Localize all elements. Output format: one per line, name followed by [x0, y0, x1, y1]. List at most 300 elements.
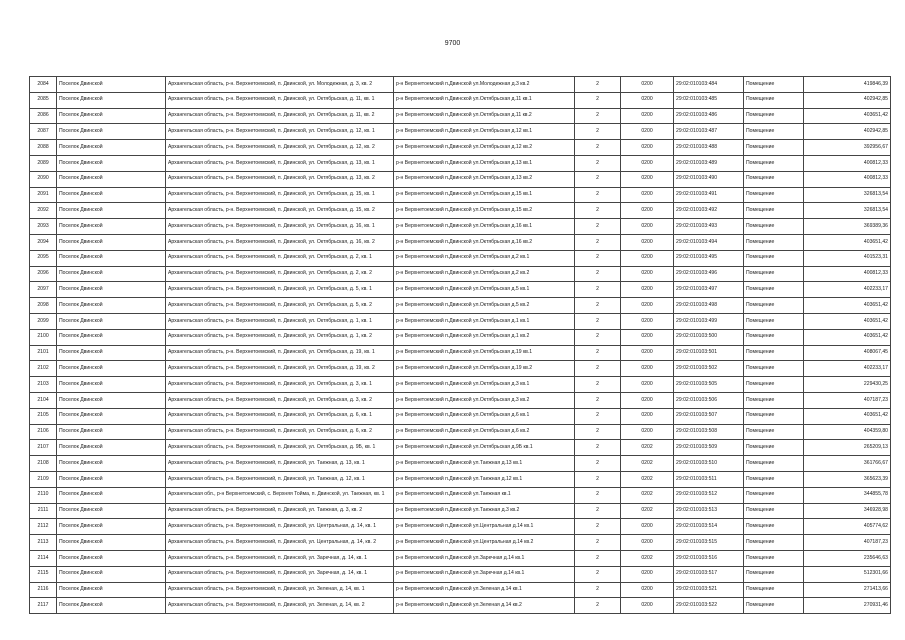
location-cell: р-н Верхнетоемский п.Двинской ул.Октябрьская д.16 кв.2: [394, 234, 575, 250]
location-cell: р-н Верхнетоемский п.Двинской ул.Октябрьская д.12 кв.1: [394, 124, 575, 140]
count-cell: 2: [575, 345, 621, 361]
cadastral-value-cell: 326813,54: [804, 187, 891, 203]
cadastral-number-cell: 29:02:010103:521: [674, 582, 744, 598]
cadastral-number-cell: 29:02:010103:515: [674, 535, 744, 551]
municipality-cell: Поселок Двинской: [57, 250, 166, 266]
cadastral-number-cell: 29:02:010103:514: [674, 519, 744, 535]
code-cell: 0200: [621, 329, 674, 345]
object-type-cell: Помещение: [744, 503, 804, 519]
address-cell: Архангельская область, р-н. Верхнетоемский, п. Двинской, ул. Октябрьская, д. 6, кв. 1: [166, 408, 394, 424]
location-cell: р-н Верхнетоемский п.Двинской ул.Октябрьская д.1 кв.1: [394, 313, 575, 329]
table-row: [30, 598, 891, 614]
table-row: [30, 471, 891, 487]
location-cell: р-н Верхнетоемский п.Двинской ул.Таежная д.13 кв.1: [394, 456, 575, 472]
object-type-cell: Помещение: [744, 361, 804, 377]
address-cell: Архангельская область, р-н. Верхнетоемский, п. Двинской, ул. Октябрьская, д. 1, кв. 2: [166, 329, 394, 345]
code-cell: 0200: [621, 124, 674, 140]
object-type-cell: Помещение: [744, 266, 804, 282]
cadastral-number-cell: 29:02:010103:506: [674, 392, 744, 408]
cadastral-value-cell: 361766,67: [804, 456, 891, 472]
row-number-cell: 2086: [30, 108, 57, 124]
location-cell: р-н Верхнетоемский п.Двинской ул.Октябрьская д.13 кв.2: [394, 171, 575, 187]
municipality-cell: Поселок Двинской: [57, 282, 166, 298]
code-cell: 0200: [621, 266, 674, 282]
code-cell: 0200: [621, 408, 674, 424]
address-cell: Архангельская область, р-н. Верхнетоемский, п. Двинской, ул. Октябрьская, д. 16, кв. 1: [166, 219, 394, 235]
code-cell: 0200: [621, 392, 674, 408]
cadastral-number-cell: 29:02:010103:486: [674, 108, 744, 124]
object-type-cell: Помещение: [744, 329, 804, 345]
registry-table: [29, 76, 891, 614]
cadastral-value-cell: 326813,54: [804, 203, 891, 219]
table-row: [30, 92, 891, 108]
table-row: [30, 582, 891, 598]
address-cell: Архангельская область, р-н. Верхнетоемский, п. Двинской, ул. Октябрьская, д. 11, кв. 1: [166, 92, 394, 108]
object-type-cell: Помещение: [744, 519, 804, 535]
row-number-cell: 2117: [30, 598, 57, 614]
cadastral-number-cell: 29:02:010103:512: [674, 487, 744, 503]
location-cell: р-н Верхнетоемский п.Двинской ул.Заречная д.14 кв.1: [394, 566, 575, 582]
row-number-cell: 2115: [30, 566, 57, 582]
count-cell: 2: [575, 566, 621, 582]
address-cell: Архангельская область, р-н. Верхнетоемский, п. Двинской, ул. Зеленая, д. 14, кв. 1: [166, 582, 394, 598]
location-cell: р-н Верхнетоемский п.Двинской ул.Октябрьская д.12 кв.2: [394, 140, 575, 156]
table-row: [30, 234, 891, 250]
cadastral-number-cell: 29:02:010103:495: [674, 250, 744, 266]
row-number-cell: 2104: [30, 392, 57, 408]
object-type-cell: Помещение: [744, 155, 804, 171]
row-number-cell: 2108: [30, 456, 57, 472]
address-cell: Архангельская область, р-н. Верхнетоемский, п. Двинской, ул. Таежная, д. 12, кв. 1: [166, 471, 394, 487]
row-number-cell: 2100: [30, 329, 57, 345]
address-cell: Архангельская область, р-н. Верхнетоемский, п. Двинской, ул. Таежная, д. 3, кв. 2: [166, 503, 394, 519]
count-cell: 2: [575, 361, 621, 377]
count-cell: 2: [575, 519, 621, 535]
cadastral-value-cell: 400812,33: [804, 155, 891, 171]
location-cell: р-н Верхнетоемский п.Двинской ул.Молодежная д.3 кв.2: [394, 77, 575, 93]
cadastral-number-cell: 29:02:010103:513: [674, 503, 744, 519]
count-cell: 2: [575, 313, 621, 329]
row-number-cell: 2088: [30, 140, 57, 156]
count-cell: 2: [575, 487, 621, 503]
location-cell: р-н Верхнетоемский п.Двинской ул.Октябрьская д.15 кв.2: [394, 203, 575, 219]
table-row: [30, 392, 891, 408]
cadastral-number-cell: 29:02:010103:491: [674, 187, 744, 203]
location-cell: р-н Верхнетоемский п.Двинской ул.Октябрьская д.2 кв.2: [394, 266, 575, 282]
municipality-cell: Поселок Двинской: [57, 550, 166, 566]
municipality-cell: Поселок Двинской: [57, 582, 166, 598]
cadastral-value-cell: 403651,42: [804, 313, 891, 329]
cadastral-value-cell: 365623,39: [804, 471, 891, 487]
row-number-cell: 2102: [30, 361, 57, 377]
object-type-cell: Помещение: [744, 456, 804, 472]
code-cell: 0200: [621, 566, 674, 582]
code-cell: 0200: [621, 171, 674, 187]
count-cell: 2: [575, 329, 621, 345]
cadastral-number-cell: 29:02:010103:498: [674, 298, 744, 314]
table-row: [30, 503, 891, 519]
row-number-cell: 2110: [30, 487, 57, 503]
location-cell: р-н Верхнетоемский п.Двинской ул.Октябрьская д.19 кв.2: [394, 361, 575, 377]
cadastral-number-cell: 29:02:010103:505: [674, 377, 744, 393]
address-cell: Архангельская область, р-н. Верхнетоемский, п. Двинской, ул. Центральная, д. 14, кв. 1: [166, 519, 394, 535]
municipality-cell: Поселок Двинской: [57, 377, 166, 393]
cadastral-value-cell: 392956,67: [804, 140, 891, 156]
address-cell: Архангельская область, р-н. Верхнетоемский, п. Двинской, ул. Таежная, д. 13, кв. 1: [166, 456, 394, 472]
row-number-cell: 2103: [30, 377, 57, 393]
location-cell: р-н Верхнетоемский п.Двинской ул.Октябрьская д.13 кв.1: [394, 155, 575, 171]
row-number-cell: 2095: [30, 250, 57, 266]
location-cell: р-н Верхнетоемский п.Двинской ул.Октябрьская д.1 кв.2: [394, 329, 575, 345]
table-row: [30, 108, 891, 124]
count-cell: 2: [575, 266, 621, 282]
address-cell: Архангельская область, р-н. Верхнетоемский, п. Двинской, ул. Октябрьская, д. 1, кв. 1: [166, 313, 394, 329]
municipality-cell: Поселок Двинской: [57, 361, 166, 377]
count-cell: 2: [575, 108, 621, 124]
page-number: 9700: [444, 40, 461, 47]
cadastral-value-cell: 402942,85: [804, 124, 891, 140]
cadastral-value-cell: 400812,33: [804, 171, 891, 187]
municipality-cell: Поселок Двинской: [57, 424, 166, 440]
row-number-cell: 2112: [30, 519, 57, 535]
municipality-cell: Поселок Двинской: [57, 456, 166, 472]
cadastral-number-cell: 29:02:010103:511: [674, 471, 744, 487]
municipality-cell: Поселок Двинской: [57, 313, 166, 329]
code-cell: 0200: [621, 313, 674, 329]
address-cell: Архангельская область, р-н. Верхнетоемский, п. Двинской, ул. Октябрьская, д. 2, кв. 1: [166, 250, 394, 266]
cadastral-value-cell: 408067,45: [804, 345, 891, 361]
code-cell: 0202: [621, 487, 674, 503]
count-cell: 2: [575, 598, 621, 614]
code-cell: 0200: [621, 519, 674, 535]
location-cell: р-н Верхнетоемский п.Двинской ул.Центральная д.14 кв.2: [394, 535, 575, 551]
row-number-cell: 2093: [30, 219, 57, 235]
location-cell: р-н Верхнетоемский п.Двинской ул.Октябрьская д.11 кв.2: [394, 108, 575, 124]
code-cell: 0202: [621, 471, 674, 487]
count-cell: 2: [575, 582, 621, 598]
municipality-cell: Поселок Двинской: [57, 219, 166, 235]
table-row: [30, 171, 891, 187]
address-cell: Архангельская область, р-н. Верхнетоемский, п. Двинской, ул. Октябрьская, д. 3, кв. 2: [166, 392, 394, 408]
address-cell: Архангельская область, р-н. Верхнетоемский, п. Двинской, ул. Октябрьская, д. 6, кв. 2: [166, 424, 394, 440]
cadastral-number-cell: 29:02:010103:493: [674, 219, 744, 235]
row-number-cell: 2101: [30, 345, 57, 361]
cadastral-value-cell: 402233,17: [804, 282, 891, 298]
object-type-cell: Помещение: [744, 313, 804, 329]
cadastral-value-cell: 403651,42: [804, 329, 891, 345]
table-row: [30, 345, 891, 361]
address-cell: Архангельская область, р-н. Верхнетоемский, п. Двинской, ул. Октябрьская, д. 13, кв. 2: [166, 171, 394, 187]
municipality-cell: Поселок Двинской: [57, 471, 166, 487]
object-type-cell: Помещение: [744, 487, 804, 503]
location-cell: р-н Верхнетоемский п.Двинской ул.Октябрьская д.5 кв.2: [394, 298, 575, 314]
count-cell: 2: [575, 377, 621, 393]
row-number-cell: 2113: [30, 535, 57, 551]
table-row: [30, 219, 891, 235]
cadastral-value-cell: 402942,85: [804, 92, 891, 108]
location-cell: р-н Верхнетоемский п.Двинской ул.Таежная д.12 кв.1: [394, 471, 575, 487]
table-row: [30, 77, 891, 93]
row-number-cell: 2109: [30, 471, 57, 487]
row-number-cell: 2085: [30, 92, 57, 108]
cadastral-number-cell: 29:02:010103:510: [674, 456, 744, 472]
object-type-cell: Помещение: [744, 471, 804, 487]
cadastral-number-cell: 29:02:010103:507: [674, 408, 744, 424]
location-cell: р-н Верхнетоемский п.Двинской ул.Октябрьская д.16 кв.1: [394, 219, 575, 235]
location-cell: р-н Верхнетоемский п.Двинской ул.Таежная д.3 кв.2: [394, 503, 575, 519]
count-cell: 2: [575, 155, 621, 171]
object-type-cell: Помещение: [744, 282, 804, 298]
cadastral-value-cell: 403651,42: [804, 108, 891, 124]
object-type-cell: Помещение: [744, 171, 804, 187]
address-cell: Архангельская область, р-н. Верхнетоемский, п. Двинской, ул. Октябрьская, д. 5, кв. 2: [166, 298, 394, 314]
count-cell: 2: [575, 298, 621, 314]
location-cell: р-н Верхнетоемский п.Двинской ул.Октябрьская д.11 кв.1: [394, 92, 575, 108]
object-type-cell: Помещение: [744, 250, 804, 266]
code-cell: 0200: [621, 140, 674, 156]
cadastral-number-cell: 29:02:010103:484: [674, 77, 744, 93]
object-type-cell: Помещение: [744, 219, 804, 235]
municipality-cell: Поселок Двинской: [57, 566, 166, 582]
municipality-cell: Поселок Двинской: [57, 140, 166, 156]
code-cell: 0200: [621, 361, 674, 377]
municipality-cell: Поселок Двинской: [57, 440, 166, 456]
cadastral-number-cell: 29:02:010103:508: [674, 424, 744, 440]
table-row: [30, 535, 891, 551]
location-cell: р-н Верхнетоемский п.Двинской ул.Зеленая д.14 кв.1: [394, 582, 575, 598]
table-row: [30, 424, 891, 440]
cadastral-number-cell: 29:02:010103:502: [674, 361, 744, 377]
count-cell: 2: [575, 219, 621, 235]
municipality-cell: Поселок Двинской: [57, 519, 166, 535]
municipality-cell: Поселок Двинской: [57, 124, 166, 140]
municipality-cell: Поселок Двинской: [57, 487, 166, 503]
cadastral-number-cell: 29:02:010103:522: [674, 598, 744, 614]
cadastral-number-cell: 29:02:010103:487: [674, 124, 744, 140]
location-cell: р-н Верхнетоемский п.Двинской ул.Октябрьская д.6 кв.1: [394, 408, 575, 424]
row-number-cell: 2116: [30, 582, 57, 598]
code-cell: 0200: [621, 77, 674, 93]
cadastral-value-cell: 344855,78: [804, 487, 891, 503]
municipality-cell: Поселок Двинской: [57, 345, 166, 361]
table-row: [30, 361, 891, 377]
object-type-cell: Помещение: [744, 550, 804, 566]
object-type-cell: Помещение: [744, 392, 804, 408]
code-cell: 0200: [621, 535, 674, 551]
row-number-cell: 2084: [30, 77, 57, 93]
cadastral-number-cell: 29:02:010103:500: [674, 329, 744, 345]
count-cell: 2: [575, 408, 621, 424]
count-cell: 2: [575, 140, 621, 156]
code-cell: 0200: [621, 203, 674, 219]
object-type-cell: Помещение: [744, 203, 804, 219]
code-cell: 0200: [621, 598, 674, 614]
cadastral-number-cell: 29:02:010103:517: [674, 566, 744, 582]
cadastral-value-cell: 369389,36: [804, 219, 891, 235]
object-type-cell: Помещение: [744, 140, 804, 156]
location-cell: р-н Верхнетоемский п.Двинской ул.Октябрьская д.3 кв.1: [394, 377, 575, 393]
cadastral-number-cell: 29:02:010103:499: [674, 313, 744, 329]
location-cell: р-н Верхнетоемский п.Двинской ул.Октябрьская д.3 кв.2: [394, 392, 575, 408]
object-type-cell: Помещение: [744, 92, 804, 108]
municipality-cell: Поселок Двинской: [57, 203, 166, 219]
table-row: [30, 140, 891, 156]
row-number-cell: 2089: [30, 155, 57, 171]
table-row: [30, 456, 891, 472]
cadastral-number-cell: 29:02:010103:490: [674, 171, 744, 187]
row-number-cell: 2105: [30, 408, 57, 424]
address-cell: Архангельская область, р-н. Верхнетоемский, п. Двинской, ул. Октябрьская, д. 2, кв. 2: [166, 266, 394, 282]
cadastral-number-cell: 29:02:010103:496: [674, 266, 744, 282]
cadastral-value-cell: 400812,33: [804, 266, 891, 282]
table-row: [30, 187, 891, 203]
table-row: [30, 519, 891, 535]
address-cell: Архангельская область, р-н. Верхнетоемский, п. Двинской, ул. Октябрьская, д. 9Б, кв. 1: [166, 440, 394, 456]
municipality-cell: Поселок Двинской: [57, 92, 166, 108]
cadastral-value-cell: 401523,31: [804, 250, 891, 266]
municipality-cell: Поселок Двинской: [57, 234, 166, 250]
count-cell: 2: [575, 535, 621, 551]
cadastral-value-cell: 407187,23: [804, 535, 891, 551]
address-cell: Архангельская область, р-н. Верхнетоемский, п. Двинской, ул. Молодежная, д. 3, кв. 2: [166, 77, 394, 93]
cadastral-value-cell: 403651,42: [804, 298, 891, 314]
row-number-cell: 2107: [30, 440, 57, 456]
count-cell: 2: [575, 550, 621, 566]
table-row: [30, 282, 891, 298]
code-cell: 0200: [621, 219, 674, 235]
count-cell: 2: [575, 92, 621, 108]
address-cell: Архангельская область, р-н. Верхнетоемский, п. Двинской, ул. Октябрьская, д. 12, кв. 2: [166, 140, 394, 156]
cadastral-value-cell: 271413,66: [804, 582, 891, 598]
object-type-cell: Помещение: [744, 234, 804, 250]
municipality-cell: Поселок Двинской: [57, 503, 166, 519]
cadastral-number-cell: 29:02:010103:509: [674, 440, 744, 456]
code-cell: 0200: [621, 298, 674, 314]
address-cell: Архангельская область, р-н. Верхнетоемский, п. Двинской, ул. Октябрьская, д. 11, кв. 2: [166, 108, 394, 124]
address-cell: Архангельская область, р-н. Верхнетоемский, п. Двинской, ул. Октябрьская, д. 13, кв. 1: [166, 155, 394, 171]
count-cell: 2: [575, 124, 621, 140]
municipality-cell: Поселок Двинской: [57, 155, 166, 171]
object-type-cell: Помещение: [744, 566, 804, 582]
table-row: [30, 440, 891, 456]
count-cell: 2: [575, 471, 621, 487]
code-cell: 0200: [621, 250, 674, 266]
address-cell: Архангельская область, р-н. Верхнетоемский, п. Двинской, ул. Заречная, д. 14, кв. 1: [166, 566, 394, 582]
object-type-cell: Помещение: [744, 582, 804, 598]
cadastral-value-cell: 235646,63: [804, 550, 891, 566]
code-cell: 0200: [621, 92, 674, 108]
count-cell: 2: [575, 187, 621, 203]
object-type-cell: Помещение: [744, 535, 804, 551]
table-row: [30, 266, 891, 282]
location-cell: р-н Верхнетоемский п.Двинской ул.Октябрьская д.15 кв.1: [394, 187, 575, 203]
row-number-cell: 2094: [30, 234, 57, 250]
location-cell: р-н Верхнетоемский п.Двинской ул.Октябрьская д.6 кв.2: [394, 424, 575, 440]
row-number-cell: 2092: [30, 203, 57, 219]
table-row: [30, 155, 891, 171]
address-cell: Архангельская область, р-н. Верхнетоемский, п. Двинской, ул. Октябрьская, д. 19, кв. 1: [166, 345, 394, 361]
registry-table-body: [30, 77, 891, 614]
object-type-cell: Помещение: [744, 440, 804, 456]
code-cell: 0200: [621, 108, 674, 124]
cadastral-value-cell: 265209,13: [804, 440, 891, 456]
address-cell: Архангельская область, р-н. Верхнетоемский, п. Двинской, ул. Октябрьская, д. 15, кв. 2: [166, 203, 394, 219]
table-row: [30, 329, 891, 345]
code-cell: 0202: [621, 440, 674, 456]
table-row: [30, 298, 891, 314]
address-cell: Архангельская область, р-н. Верхнетоемский, п. Двинской, ул. Октябрьская, д. 15, кв. 1: [166, 187, 394, 203]
row-number-cell: 2096: [30, 266, 57, 282]
code-cell: 0202: [621, 456, 674, 472]
code-cell: 0200: [621, 282, 674, 298]
table-row: [30, 408, 891, 424]
municipality-cell: Поселок Двинской: [57, 392, 166, 408]
cadastral-value-cell: 229430,25: [804, 377, 891, 393]
object-type-cell: Помещение: [744, 377, 804, 393]
code-cell: 0200: [621, 377, 674, 393]
address-cell: Архангельская область, р-н. Верхнетоемский, п. Двинской, ул. Октябрьская, д. 3, кв. 1: [166, 377, 394, 393]
cadastral-value-cell: 512301,66: [804, 566, 891, 582]
object-type-cell: Помещение: [744, 124, 804, 140]
count-cell: 2: [575, 424, 621, 440]
object-type-cell: Помещение: [744, 108, 804, 124]
cadastral-number-cell: 29:02:010103:492: [674, 203, 744, 219]
table-row: [30, 250, 891, 266]
code-cell: 0200: [621, 582, 674, 598]
row-number-cell: 2098: [30, 298, 57, 314]
address-cell: Архангельская область, р-н. Верхнетоемский, п. Двинской, ул. Зеленая, д. 14, кв. 2: [166, 598, 394, 614]
location-cell: р-н Верхнетоемский п.Двинской ул.Октябрьская д.5 кв.1: [394, 282, 575, 298]
cadastral-number-cell: 29:02:010103:488: [674, 140, 744, 156]
table-row: [30, 124, 891, 140]
code-cell: 0200: [621, 345, 674, 361]
count-cell: 2: [575, 503, 621, 519]
municipality-cell: Поселок Двинской: [57, 408, 166, 424]
row-number-cell: 2087: [30, 124, 57, 140]
cadastral-number-cell: 29:02:010103:516: [674, 550, 744, 566]
address-cell: Архангельская область, р-н. Верхнетоемский, п. Двинской, ул. Октябрьская, д. 5, кв. 1: [166, 282, 394, 298]
code-cell: 0200: [621, 234, 674, 250]
table-row: [30, 377, 891, 393]
location-cell: р-н Верхнетоемский п.Двинской ул.Октябрьская д.9Б кв.1: [394, 440, 575, 456]
location-cell: р-н Верхнетоемский п.Двинской ул.Заречная д.14 кв.1: [394, 550, 575, 566]
address-cell: Архангельская область, р-н. Верхнетоемский, п. Двинской, ул. Октябрьская, д. 16, кв. 2: [166, 234, 394, 250]
count-cell: 2: [575, 77, 621, 93]
table-row: [30, 313, 891, 329]
table-row: [30, 566, 891, 582]
count-cell: 2: [575, 250, 621, 266]
row-number-cell: 2106: [30, 424, 57, 440]
cadastral-value-cell: 419846,39: [804, 77, 891, 93]
code-cell: 0202: [621, 550, 674, 566]
location-cell: р-н Верхнетоемский п.Двинской ул.Таежная кв.1: [394, 487, 575, 503]
municipality-cell: Поселок Двинской: [57, 598, 166, 614]
count-cell: 2: [575, 440, 621, 456]
address-cell: Архангельская область, р-н. Верхнетоемский, п. Двинской, ул. Октябрьская, д. 12, кв. 1: [166, 124, 394, 140]
municipality-cell: Поселок Двинской: [57, 187, 166, 203]
object-type-cell: Помещение: [744, 77, 804, 93]
cadastral-value-cell: 407187,23: [804, 392, 891, 408]
address-cell: Архангельская обл., р-н Верхнетоемский, с. Верхняя Тойма, п. Двинской, ул. Таежная, кв. 1: [166, 487, 394, 503]
object-type-cell: Помещение: [744, 187, 804, 203]
municipality-cell: Поселок Двинской: [57, 77, 166, 93]
count-cell: 2: [575, 282, 621, 298]
row-number-cell: 2111: [30, 503, 57, 519]
row-number-cell: 2091: [30, 187, 57, 203]
object-type-cell: Помещение: [744, 424, 804, 440]
count-cell: 2: [575, 203, 621, 219]
cadastral-value-cell: 403651,42: [804, 234, 891, 250]
